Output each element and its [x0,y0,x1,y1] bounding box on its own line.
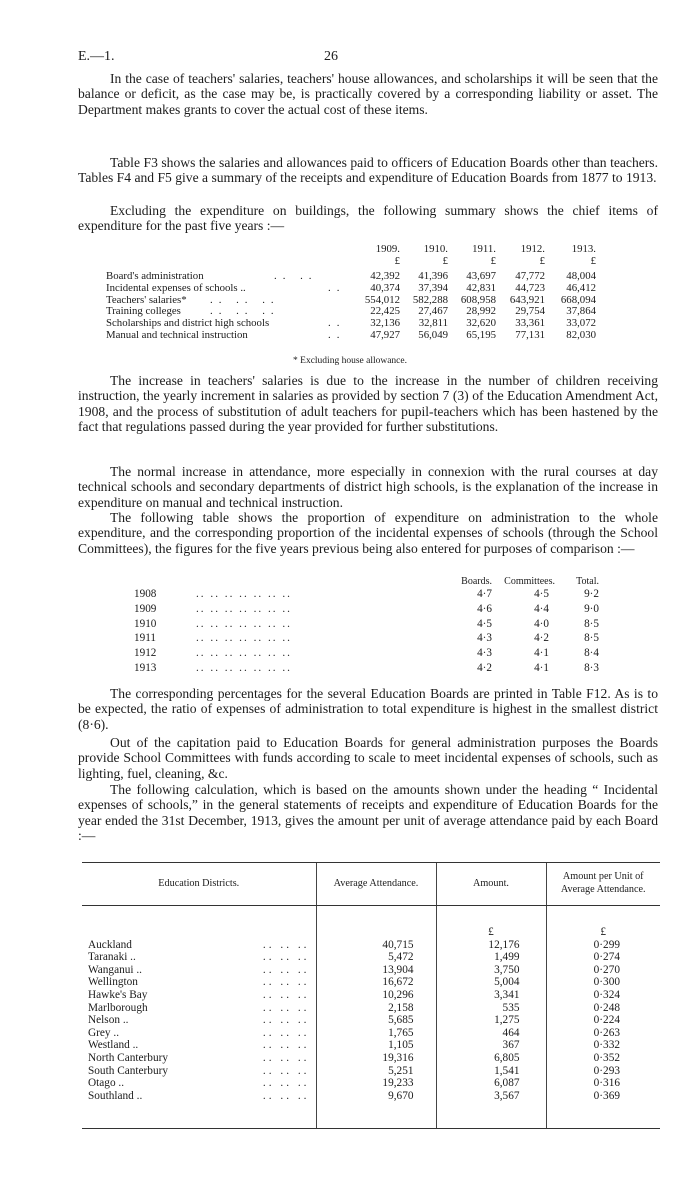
expenditure-value: 42,392 [370,269,400,282]
dot-leader: .. .. .. [262,1064,310,1077]
district-row [82,1014,660,1027]
dot-leader: .. .. .. .. .. .. .. [196,661,292,674]
expenditure-value: 43,697 [466,269,496,282]
amount: 1,499 [436,951,546,964]
dot-leader: .. [328,317,346,330]
expenditure-value: 554,012 [364,293,400,306]
expenditure-value: 40,374 [370,281,400,294]
year-label: 1908 [134,588,157,600]
district-name-cell [82,964,316,977]
amount: 1,275 [436,1014,546,1027]
boards-value: 4·6 [477,602,492,615]
district-name: Westland .. [88,1039,139,1052]
administration-proportion-table [134,576,674,677]
proportion-row [134,662,674,677]
unit-label: £ [394,254,400,267]
amount: 367 [436,1039,546,1052]
dot-leader: .. .. .. [262,988,310,1001]
district-name: South Canterbury [88,1064,169,1077]
amount-per-unit: 0·293 [546,1065,660,1078]
expenditure-value: 44,723 [515,281,545,294]
boards-value: 4·7 [477,588,492,600]
dot-leader: .. .. .. [262,963,310,976]
committees-value: 4·0 [534,617,549,630]
expenditure-value: 33,361 [515,317,545,330]
dot-leader: .. .. .. [262,938,310,951]
expenditure-value: 582,288 [412,293,448,306]
column-header: Amount per Unit of Average Attendance. [546,863,660,906]
district-row [82,1027,660,1040]
dot-leader: .. .. .. .. .. .. .. [196,602,292,615]
amount-per-unit: 0·274 [546,951,660,964]
proportion-row [134,618,674,633]
expenditure-value: 32,620 [466,317,496,330]
district-name-cell [82,1052,316,1065]
expenditure-value: 33,072 [566,317,596,330]
district-name: Taranaki .. [88,951,136,964]
dot-leader: .. .. .. .. .. .. .. [196,617,292,630]
expenditure-value: 643,921 [509,293,545,306]
expenditure-value: 29,754 [515,305,545,318]
district-name-cell [82,1014,316,1027]
amount-per-unit: 0·316 [546,1077,660,1090]
amount-per-unit: 0·352 [546,1052,660,1065]
total-value: 8·3 [584,661,599,674]
district-name: Southland .. [88,1089,143,1102]
amount: 1,541 [436,1065,546,1078]
committees-value: 4·5 [534,588,549,600]
district-name-cell [82,989,316,1002]
district-name: North Canterbury [88,1051,168,1064]
column-header: Total. [576,576,599,587]
paragraph-8: Out of the capitation paid to Education Boards for general administration purposes the Boards provide School Committees with funds according to scale to meet incidental expenses of schools, such as lighting, fuel, cleaning, &c. [78,735,658,781]
expenditure-value: 77,131 [515,329,545,342]
expenditure-item-label: Board's administration [106,269,204,282]
dot-leader: .. .. .. [262,976,310,989]
dot-leader: .. .. [274,269,318,282]
proportion-row [134,647,674,662]
expenditure-row [106,271,658,283]
year-label: 1909 [134,602,157,615]
bottom-spacer-row [82,1102,660,1129]
paragraph-1: In the case of teachers' salaries, teachers' house allowances, and scholarships it will be seen that the balance or deficit, as the case may be, is practically covered by a corresponding liability or asset. The Department makes grants to cover the actual cost of these items. [78,71,658,117]
boards-value: 4·3 [477,647,492,660]
district-name: Hawke's Bay [88,988,148,1001]
district-name: Marlborough [88,1001,148,1014]
dot-leader: .. .. .. [262,951,310,964]
unit-label: £ [490,254,496,267]
district-name: Wanganui .. [88,963,142,976]
amount-per-unit: 0·224 [546,1014,660,1027]
district-row [82,1052,660,1065]
average-attendance: 2,158 [316,1002,436,1015]
incidental-expenses-table [82,862,660,1129]
amount: 6,087 [436,1077,546,1090]
district-row [82,976,660,989]
unit-label: £ [590,254,596,267]
district-row [82,1065,660,1078]
column-header: Average Attendance. [316,863,436,906]
year-label: 1910 [134,617,157,630]
district-name: Otago .. [88,1077,125,1090]
expenditure-value: 41,396 [418,269,448,282]
district-name: Nelson .. [88,1014,129,1027]
dot-leader: .. .. .. .. .. .. .. [196,588,292,600]
district-name: Auckland [88,938,132,951]
district-name-cell [82,1039,316,1052]
paragraph-6: The following table shows the proportion of expenditure on administration to the whole expenditure, and the corresponding proportion of the incidental expenses of schools (through the School Committees), the figures for the five years previous being also entered for purposes of comparison :— [78,510,658,556]
amount: 12,176 [436,939,546,952]
spacer-row [82,906,660,927]
expenditure-item-label: Teachers' salaries* [106,293,187,306]
proportion-row [134,603,674,618]
expenditure-unit-header [106,256,658,268]
expenditure-footnote: * Excluding house allowance. [293,356,407,366]
district-name-cell [82,1002,316,1015]
average-attendance: 19,233 [316,1077,436,1090]
dot-leader: .. [328,281,346,294]
committees-value: 4·1 [534,661,549,674]
dot-leader: .. .. .. [262,1001,310,1014]
expenditure-year-header [106,244,658,256]
unit-label: £ [546,926,660,939]
amount-per-unit: 0·248 [546,1002,660,1015]
page-number: 26 [324,49,338,64]
paragraph-5: The normal increase in attendance, more especially in connexion with the rural courses at day technical schools and secondary departments of district high schools, is the explanation of the increase in expenditure on manual and technical instruction. [78,464,658,510]
average-attendance: 10,296 [316,989,436,1002]
year-header: 1912. [520,243,545,255]
amount: 3,341 [436,989,546,1002]
year-label: 1911 [134,632,156,645]
dot-leader: .. .. .. .. .. .. .. [196,632,292,645]
district-row [82,1090,660,1103]
expenditure-value: 37,394 [418,281,448,294]
district-name-cell [82,1077,316,1090]
amount-per-unit: 0·300 [546,976,660,989]
unit-label: £ [436,926,546,939]
district-name-cell [82,1027,316,1040]
proportion-row [134,588,674,603]
expenditure-value: 22,425 [370,305,400,318]
amount-per-unit: 0·263 [546,1027,660,1040]
expenditure-value: 82,030 [566,329,596,342]
district-name-cell [82,976,316,989]
average-attendance: 13,904 [316,964,436,977]
total-value: 9·2 [584,588,599,600]
column-header: Education Districts. [82,863,316,906]
dot-leader: .. [328,329,346,342]
dot-leader: .. .. .. [262,1039,310,1052]
expenditure-value: 27,467 [418,305,448,318]
district-name-cell [82,1065,316,1078]
amount-per-unit: 0·299 [546,939,660,952]
expenditure-item-label: Training colleges [106,305,181,318]
committees-value: 4·4 [534,602,549,615]
amount: 5,004 [436,976,546,989]
paragraph-4: The increase in teachers' salaries is due to the increase in the number of children receiving instruction, the yearly increment in salaries as provided by section 7 (3) of the Education Amendment Act, 1908, and the process of substitution of adult teachers for pupil-teachers which has been hastened by the fact that regulations passed during the year provided for further substitutions. [78,373,658,434]
paragraph-7: The corresponding percentages for the several Education Boards are printed in Table F12. As is to be expected, the ratio of expenses of administration to total expenditure is highest in the smallest district (8·6). [78,686,658,732]
district-row [82,1039,660,1052]
amount-per-unit: 0·270 [546,964,660,977]
districts-header-row [82,863,660,906]
total-value: 9·0 [584,602,599,615]
amount: 6,805 [436,1052,546,1065]
expenditure-value: 42,831 [466,281,496,294]
expenditure-value: 668,094 [560,293,596,306]
average-attendance: 1,105 [316,1039,436,1052]
boards-value: 4·3 [477,632,492,645]
district-name-cell [82,939,316,952]
average-attendance: 16,672 [316,976,436,989]
expenditure-value: 47,772 [515,269,545,282]
expenditure-value: 37,864 [566,305,596,318]
paragraph-3: Excluding the expenditure on buildings, the following summary shows the chief items of expenditure for the past five years :— [78,203,658,234]
district-row [82,951,660,964]
dot-leader: .. .. .. [262,1026,310,1039]
total-value: 8·4 [584,647,599,660]
district-name-cell [82,1090,316,1103]
amount-per-unit: 0·324 [546,989,660,1002]
committees-value: 4·2 [534,632,549,645]
boards-value: 4·2 [477,661,492,674]
district-name-cell [82,951,316,964]
total-value: 8·5 [584,617,599,630]
district-name: Grey .. [88,1026,120,1039]
expenditure-value: 47,927 [370,329,400,342]
unit-row [82,926,660,939]
dot-leader: .. .. .. [262,1051,310,1064]
column-header: Boards. [461,576,492,587]
year-header: 1911. [472,243,496,255]
average-attendance: 5,251 [316,1065,436,1078]
unit-label: £ [442,254,448,267]
unit-label: £ [539,254,545,267]
expenditure-value: 32,811 [418,317,448,330]
expenditure-item-label: Manual and technical instruction [106,329,248,342]
committees-value: 4·1 [534,647,549,660]
average-attendance: 1,765 [316,1027,436,1040]
report-reference: E.—1. [78,49,115,64]
dot-leader: .. .. .. [210,305,280,318]
amount: 3,567 [436,1090,546,1103]
district-row [82,1077,660,1090]
average-attendance: 5,472 [316,951,436,964]
dot-leader: .. .. .. [210,293,280,306]
dot-leader: .. .. .. [262,1077,310,1090]
column-header: Amount. [436,863,546,906]
district-row [82,964,660,977]
average-attendance: 19,316 [316,1052,436,1065]
expenditure-value: 46,412 [566,281,596,294]
expenditure-value: 48,004 [566,269,596,282]
dot-leader: .. .. .. .. .. .. .. [196,647,292,660]
column-header: Committees. [504,576,555,587]
expenditure-row [106,330,658,342]
proportion-header-row [134,576,674,588]
average-attendance: 5,685 [316,1014,436,1027]
year-header: 1913. [571,243,596,255]
amount: 3,750 [436,964,546,977]
paragraph-9: The following calculation, which is based on the amounts shown under the heading “ Incidental expenses of schools,” in the general statements of receipts and expenditure of Education Boards for the year ended the 31st December, 1913, gives the amount per unit of average attendance paid by each Board :— [78,782,658,843]
dot-leader: .. .. .. [262,1014,310,1027]
expenditure-value: 608,958 [460,293,496,306]
expenditure-value: 28,992 [466,305,496,318]
amount-per-unit: 0·369 [546,1090,660,1103]
total-value: 8·5 [584,632,599,645]
expenditure-value: 56,049 [418,329,448,342]
average-attendance: 40,715 [316,939,436,952]
expenditure-summary-table [106,244,658,342]
year-header: 1909. [375,243,400,255]
expenditure-item-label: Incidental expenses of schools .. [106,281,246,294]
district-name: Wellington [88,976,138,989]
paragraph-2: Table F3 shows the salaries and allowances paid to officers of Education Boards other than teachers. Tables F4 and F5 give a summary of the receipts and expenditure of Education Boards from 1877 to 1913. [78,155,658,186]
district-row [82,989,660,1002]
amount: 535 [436,1002,546,1015]
district-row [82,1002,660,1015]
dot-leader: .. .. .. [262,1089,310,1102]
amount: 464 [436,1027,546,1040]
average-attendance: 9,670 [316,1090,436,1103]
amount-per-unit: 0·332 [546,1039,660,1052]
expenditure-value: 65,195 [466,329,496,342]
boards-value: 4·5 [477,617,492,630]
expenditure-value: 32,136 [370,317,400,330]
expenditure-item-label: Scholarships and district high schools [106,317,270,330]
expenditure-row [106,283,658,295]
district-row [82,939,660,952]
proportion-row [134,632,674,647]
year-label: 1913 [134,661,157,674]
year-label: 1912 [134,647,157,660]
year-header: 1910. [423,243,448,255]
